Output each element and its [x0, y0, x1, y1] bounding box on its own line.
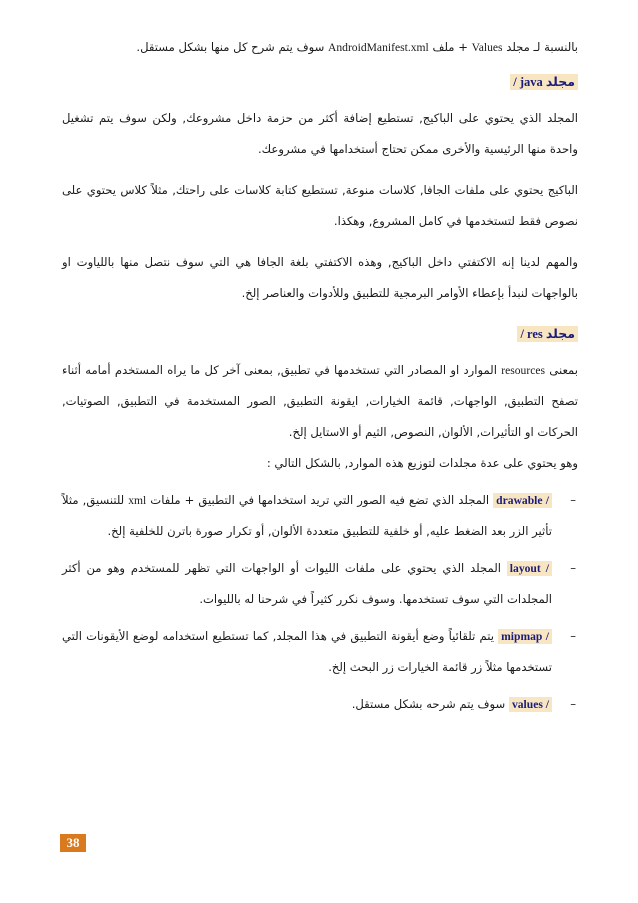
res-paragraph	[62, 355, 578, 448]
res-intro-line: وهو يحتوي على عدة مجلدات لتوزيع هذه الموارد, بالشكل التالي :	[266, 456, 578, 470]
values-folder-name: values	[511, 698, 543, 711]
bullet-mipmap	[62, 621, 578, 683]
intro-text-post: سوف يتم شرح كل منها بشكل مستقل.	[136, 40, 325, 54]
page-number: 38	[60, 834, 86, 852]
java-folder-heading	[62, 69, 578, 95]
bullet-dash: –	[570, 561, 576, 575]
resources-word: resources	[501, 364, 545, 377]
manifest-filename: AndroidManifest.xml	[327, 41, 429, 54]
xml-word: xml	[128, 494, 147, 507]
intro-paragraph	[62, 32, 578, 63]
drawable-slash: /	[545, 494, 550, 507]
mipmap-text: يتم تلقائياً وضع أيقونة التطبيق في هذا المجلد, كما تستطيع استخدامه لوضع الأيقونات التي تستخدمها مثلاً زر قائمة الخيارات زر البحث إلخ.	[62, 629, 552, 674]
java-heading-name: java	[519, 75, 543, 89]
plus-sign: +	[458, 40, 468, 54]
layout-text: المجلد الذي يحتوي على ملفات الليوات أو الواجهات التي تظهر للمستخدم وهو من أكثر المجلدات التي سوف تستخدمها. وسوف نكرر كثيراً في شرحنا له بالليوات.	[62, 561, 552, 606]
java-paragraph-3: والمهم لدينا إنه الاكتفتي داخل الباكيج, وهذه الاكتفتي بلغة الجافا هي التي سوف نتصل منها باللياوت او بالواجهات لنبدأ بإعطاء الأوامر البرمجية للتطبيق وللأدوات والعناصر إلخ.	[62, 255, 578, 300]
java-paragraph-1: المجلد الذي يحتوي على الباكيج, تستطيع إضافة أكثر من حزمة داخل مشروعك, ولكن سوف يتم تشغيل واحدة منها الرئيسية والأخرى ممكن تحتاج أستخدامها في مشروعك.	[62, 111, 578, 156]
bullet-drawable	[62, 485, 578, 547]
layout-folder-name: layout	[509, 562, 541, 575]
res-heading-name: res	[527, 327, 543, 341]
values-word: Values	[471, 41, 503, 54]
bullet-layout	[62, 553, 578, 615]
drawable-folder-name: drawable	[496, 494, 543, 507]
res-folder-heading	[62, 321, 578, 347]
bullet-values	[62, 689, 578, 720]
res-paragraph-post: الموارد او المصادر التي تستخدمها في تطبيق, بمعنى آخر كل ما يراه المستخدم أمامه أثناء تصفح التطبيق, الواجهات, قائمة الخيارات, ايقونة التطبيق, الصور المستخدمة في التطبيق, الصوتيات, الحركات او التأثيرات, الألوان, النصوص, الثيم أو الاستايل إلخ.	[62, 363, 578, 439]
java-heading-label: مجلد	[545, 74, 575, 89]
values-text: سوف يتم شرحه بشكل مستقل.	[351, 697, 506, 711]
mipmap-slash: /	[545, 630, 549, 643]
values-slash: /	[545, 698, 549, 711]
res-heading-label: مجلد	[545, 326, 575, 341]
java-paragraph-2: الباكيج يحتوي على ملفات الجافا, كلاسات منوعة, تستطيع كتابة كلاسات على راحتك, مثلاً كلاس يحتوي على نصوص فقط لتستخدمها في كامل المشروع, وهكذا.	[62, 183, 578, 228]
bullet-dash: –	[570, 629, 576, 643]
drawable-text-post: للتنسيق, مثلاً تأثير الزر بعد الضغط عليه, أو خلفية للتطبيق متعددة الألوان, أو تكرار صورة باترن للخلفية إلخ.	[62, 493, 552, 538]
bullet-dash: –	[570, 697, 576, 711]
page-content	[62, 32, 578, 726]
bullet-dash: –	[570, 493, 576, 507]
java-heading-slash: /	[513, 75, 517, 89]
intro-text-pre: بالنسبة لـ مجلد	[506, 40, 578, 54]
res-paragraph-pre: بمعنى	[549, 363, 578, 377]
drawable-text-pre: المجلد الذي تضع فيه الصور التي تريد استخدامها في التطبيق + ملفات	[150, 493, 490, 507]
mipmap-folder-name: mipmap	[501, 630, 543, 643]
res-heading-slash: /	[520, 327, 524, 341]
file-word: ملف	[432, 40, 455, 54]
layout-slash: /	[545, 562, 549, 575]
